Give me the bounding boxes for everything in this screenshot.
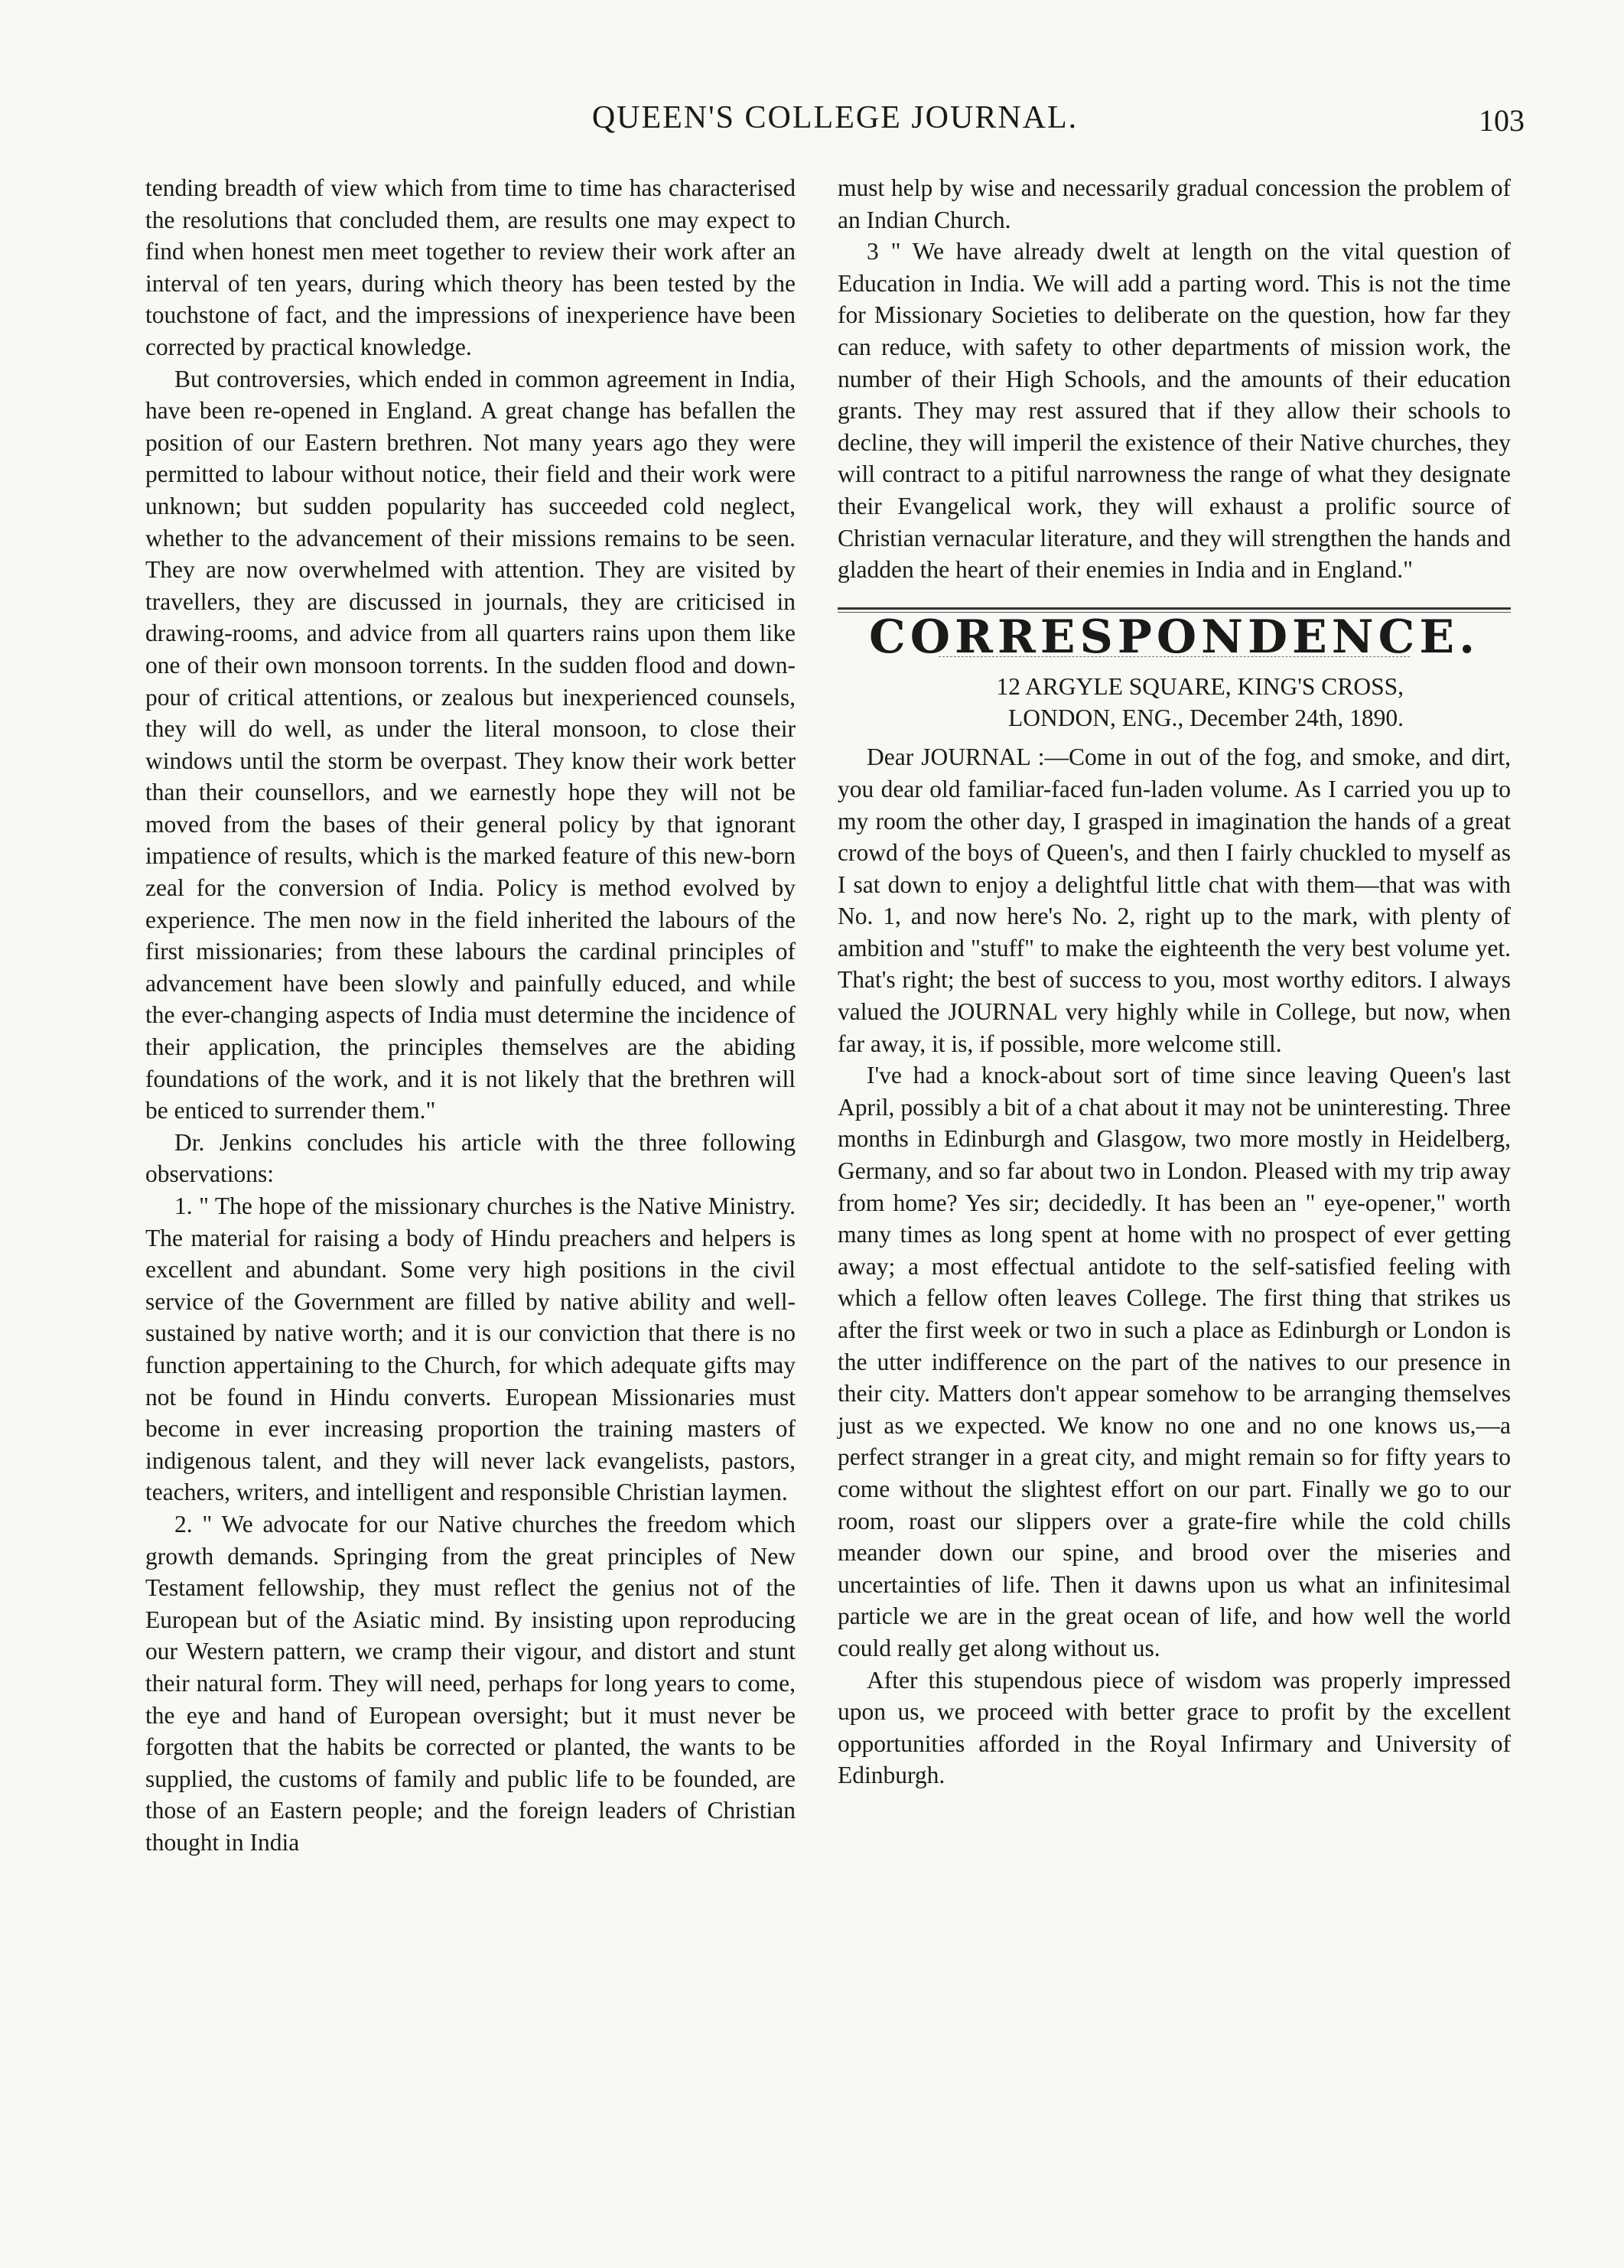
page-number: 103 [1479,103,1525,138]
paragraph: But controversies, which ended in common agreement in India, have been re-opened in England. A great change has befallen the position of our Eastern brethren. Not many years ago they were permitted to labour without notice, their field and their work were unknown; but sudden popularity has succeeded cold neglect, whether to the advancement of their missions remains to be seen. They are now overwhelmed with attention. They are visited by travellers, they are discussed in journals, they are criticised in drawing-rooms, and advice from all quarters rains upon them like one of their own monsoon torrents. In the sudden flood and down-pour of critical attentions, or zealous but inexperienced counsels, they will do well, as under the literal monsoon, to close their windows until the storm be overpast. They know their work better than their counsellors, and we earnestly hope they will not be moved from the bases of their general policy by that ignorant impatience of results, which is the marked feature of this new-born zeal for the conversion of India. Policy is method evolved by experience. The men now in the field inherited the labours of the first missionaries; from these labours the cardinal principles of advancement have been slowly and painfully educed, and while the ever-changing aspects of India must determine the incidence of their application, the principles themselves are the abiding foundations of the work, and it is not likely that the brethren will be enticed to surrender them." [145,365,796,1124]
paragraph: 3 " We have already dwelt at length on the vital question of Education in India. We will add a parting word. This is not the time for Missionary Societies to deliberate on the question, how far they can reduce, with safety to other departments of mission work, the number of their High Schools, and the amounts of their education grants. They may rest assured that if they allow their schools to decline, they will imperil the existence of their Native churches, they will contract to a pitiful narrowness the range of what they designate their Evangelical work, they will exhaust a prolific source of Christian vernacular literature, and they will strengthen the hands and gladden the heart of their enemies in India and in England." [838,238,1511,584]
paragraph: tending breadth of view which from time to time has characterised the resolutions that concluded them, are results one may expect to find when honest men meet together to review their work after an interval of ten years, during which theory has been tested by the touchstone of fact, and the impressions of inexperience have been corrected by practical knowledge. [145,174,796,360]
letter-paragraph: Dear JOURNAL :—Come in out of the fog, and smoke, and dirt, you dear old familiar-faced fun-laden volume. As I carried you up to my room the other day, I grasped in imagination the hands of a great crowd of the boys of Queen's, and then I fairly chuckled to myself as I sat down to enjoy a delightful little chat with them—that was with No. 1, and now here's No. 2, right up to the mark, with plenty of ambition and "stuff" to make the eighteenth the very best volume yet. That's right; the best of success to you, most worthy editors. I always valued the JOURNAL very highly while in College, but now, when far away, it is, if possible, more welcome still. [838,744,1511,1057]
running-title: QUEEN'S COLLEGE JOURNAL. [591,100,1079,135]
letter-paragraph: I've had a knock-about sort of time since leaving Queen's last April, possibly a bit of a chat about it may not be uninteresting. Three months in Edinburgh and Glasgow, two more mostly in Heidelberg, Germany, and so far about two in London. Pleased with my trip away from home? Yes sir; decidedly. It has been an " eye-opener," worth many times as long spent at home with no prospect of ever getting away; a most effectual antidote to the self-satisfied feeling with which a fellow often leaves College. The first thing that strikes us after the first week or two in such a place as Edinburgh or London is the utter indifference on the part of the natives to our presence in their city. Matters don't appear somehow to be arranging themselves just as we expected. We know no one and no one knows us,—a perfect stranger in a great city, and might remain so for fifty years to come without the slightest effort on our part. Finally we go to our room, roast our slippers over a grate-fire while the cold chills meander down our spine, and brood over the miseries and uncertainties of life. Then it dawns upon us what an infinitesimal particle we are in the great ocean of life, and how well the world could really get along without us. [838,1062,1511,1661]
section-title: CORRESPONDENCE. [868,610,1480,664]
address-line: 12 ARGYLE SQUARE, KING'S CROSS, [996,673,1404,701]
page-header [145,99,1525,145]
paragraph: Dr. Jenkins concludes his article with the three following observations: [145,1128,796,1188]
letter-paragraph: After this stupendous piece of wisdom was properly impressed upon us, we proceed with better grace to profit by the excellent opportunities afforded in the Royal Infirmary and University of Edinburgh. [838,1666,1511,1789]
paragraph: must help by wise and necessarily gradual concession the problem of an Indian Church. [838,174,1511,233]
right-column [838,172,1511,1791]
left-column [145,172,796,1858]
letter-address [838,671,1511,734]
paragraph: 2. " We advocate for our Native churches the freedom which growth demands. Springing from the great principles of New Testament fellowship, they must reflect the genius not of the European but of the Asiatic mind. By insisting upon reproducing our Western pattern, we cramp their vigour, and distort and stunt their natural form. They will need, perhaps for long years to come, the eye and hand of European oversight; but it must never be forgotten that the habits be corrected or planted, the wants to be supplied, the customs of family and public life to be founded, are those of an Eastern people; and the foreign leaders of Christian thought in India [145,1510,796,1856]
address-line: LONDON, ENG., December 24th, 1890. [1007,704,1404,732]
paragraph: 1. " The hope of the missionary churches is the Native Ministry. The material for raising a body of Hindu preachers and helpers is excellent and abundant. Some very high positions in the civil service of the Government are filled by native ability and well-sustained by native worth; and it is our conviction that there is no function appertaining to the Church, for which adequate gifts may not be found in Hindu converts. European Missionaries must become in ever increasing proportion the training masters of indigenous talent, and they will never lack evangelists, pastors, teachers, writers, and intelligent and responsible Christian laymen. [145,1193,796,1506]
